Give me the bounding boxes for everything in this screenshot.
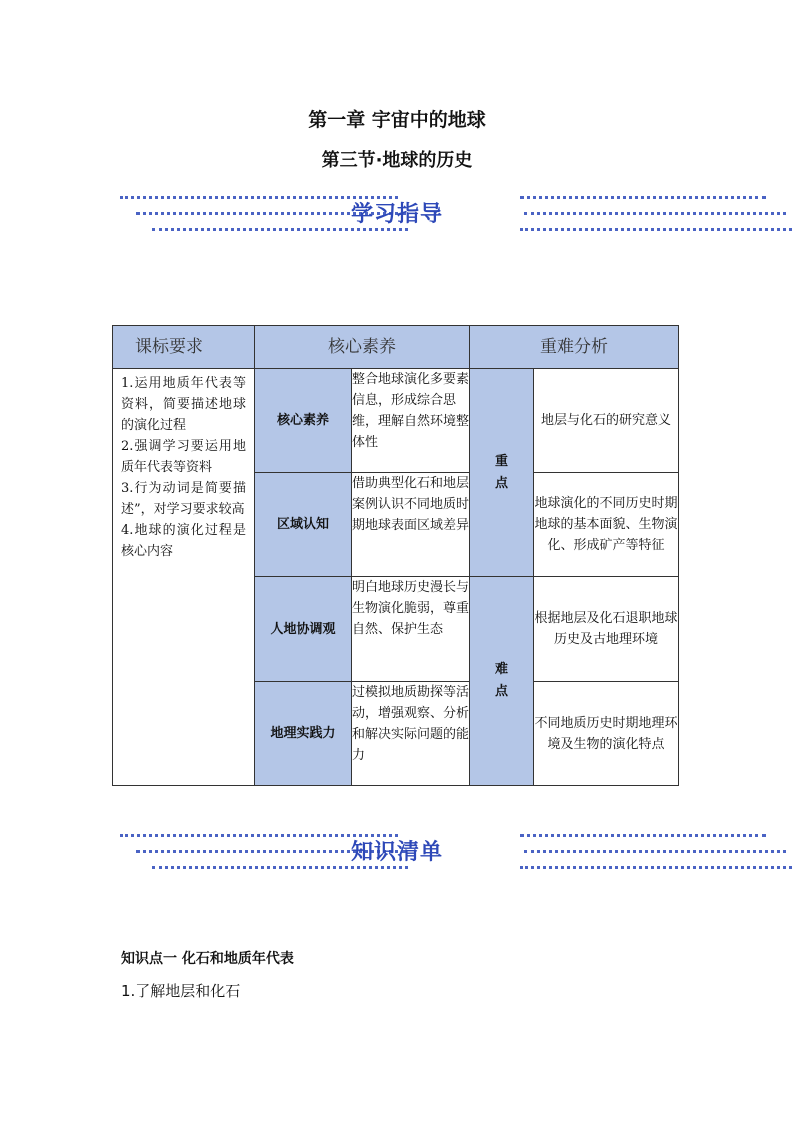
dotted-rule — [152, 866, 408, 869]
key-points-text: 重点 — [495, 453, 509, 491]
dotted-rule — [520, 866, 792, 869]
section-title: 第三节·地球的历史 — [321, 150, 473, 171]
curriculum-requirements-text: 1.运用地质年代表等资料，简要描述地球的演化过程 2.强调学习要运用地质年代表等资料 3.行为动词是简要描述”，对学习要求较高 4.地球的演化过程是核心内容 — [121, 376, 246, 559]
core-name: 地理实践力 — [255, 682, 352, 786]
header-analysis: 重难分析 — [470, 326, 679, 369]
core-desc: 过模拟地质勘探等活动，增强观察、分析和解决实际问题的能力 — [352, 682, 470, 786]
analysis-cell: 地层与化石的研究意义 — [534, 369, 679, 473]
core-desc: 明白地球历史漫长与生物演化脆弱，尊重自然、保护生态 — [352, 577, 470, 682]
header-core-literacy: 核心素养 — [255, 326, 470, 369]
knowledge-point-title: 知识点一 化石和地质年代表 — [121, 951, 294, 967]
knowledge-item: 1.了解地层和化石 — [121, 982, 241, 1000]
study-guide-heading: 学习指导 — [350, 201, 443, 227]
header-curriculum: 课标要求 — [113, 326, 255, 369]
knowledge-list-heading: 知识清单 — [350, 839, 443, 865]
core-desc: 借助典型化石和地层案例认识不同地质时期地球表面区域差异 — [352, 473, 470, 577]
difficult-points-label — [470, 577, 534, 786]
core-name: 人地协调观 — [255, 577, 352, 682]
study-guide-banner — [118, 192, 792, 236]
core-name: 区域认知 — [255, 473, 352, 577]
core-desc: 整合地球演化多要素信息，形成综合思维，理解自然环境整体性 — [352, 369, 470, 473]
knowledge-list-banner — [118, 830, 792, 874]
analysis-cell: 地球演化的不同历史时期地球的基本面貌、生物演化、形成矿产等特征 — [534, 473, 679, 577]
dotted-rule — [152, 228, 408, 231]
dotted-rule — [520, 228, 792, 231]
difficult-points-text: 难点 — [495, 662, 509, 699]
core-name: 核心素养 — [255, 369, 352, 473]
curriculum-requirements-cell — [113, 369, 255, 786]
key-points-label — [470, 369, 534, 577]
chapter-title: 第一章 宇宙中的地球 — [308, 109, 486, 131]
analysis-cell: 不同地质历史时期地理环境及生物的演化特点 — [534, 682, 679, 786]
analysis-cell: 根据地层及化石退职地球历史及古地理环境 — [534, 577, 679, 682]
requirements-table — [112, 325, 679, 786]
